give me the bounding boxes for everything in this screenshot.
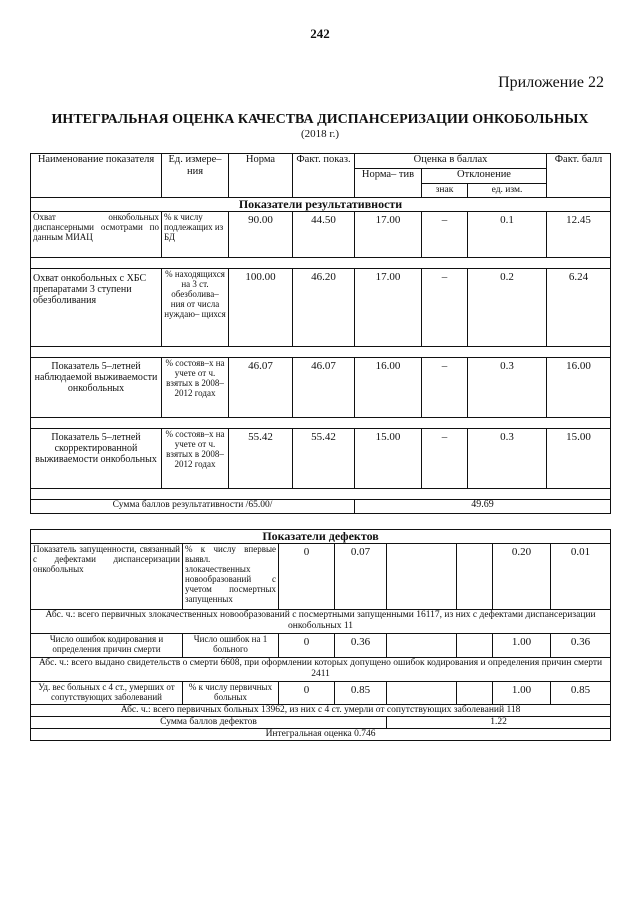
row-norm: 0 <box>279 682 335 705</box>
table-row <box>31 212 611 258</box>
row-units: 0.3 <box>468 358 547 418</box>
row-fact: 0.07 <box>335 544 387 610</box>
row-unit: % состояв–х на учете от ч. взятых в 2008–2012 годах <box>162 429 229 489</box>
row-fact-score: 0.85 <box>551 682 611 705</box>
row-name: Показатель 5–летней скорректированной выживаемости онкобольных <box>31 429 162 489</box>
row-unit: % к числу впервые выявл. злокачественных новообразований с учетом посмертных запущенных <box>183 544 279 610</box>
header-fact-score: Факт. балл <box>547 154 611 198</box>
table-row <box>31 429 611 489</box>
row-fact-score: 0.36 <box>551 634 611 658</box>
row-fact-score: 0.01 <box>551 544 611 610</box>
defects-section-title: Показатели дефектов <box>31 530 611 544</box>
row-unit: % состояв–х на учете от ч. взятых в 2008–2012 годах <box>162 358 229 418</box>
defects-note-2: Абс. ч.: всего выдано свидетельств о смерти 6608, при оформлении которых допущено ошибок кодирования и определения причин смерти 2411 <box>31 658 611 682</box>
header-name: Наименование показателя <box>31 154 162 198</box>
spacer-row <box>31 489 611 500</box>
row-sign: – <box>422 269 468 347</box>
row-units: 1.00 <box>493 682 551 705</box>
row-name: Уд. вес больных с 4 ст., умерших от сопутствующих заболеваний <box>31 682 183 705</box>
row-name: Показатель запущенности, связанный с дефектами диспансеризации онкобольных <box>31 544 183 610</box>
row-norm: 100.00 <box>229 269 293 347</box>
header-unit: Ед. измере– ния <box>162 154 229 198</box>
row-unit: % к числу первичных больных <box>183 682 279 705</box>
table-row <box>31 358 611 418</box>
defects-sum-value: 1.22 <box>387 717 611 729</box>
row-units: 0.1 <box>468 212 547 258</box>
row-score-norm: 17.00 <box>355 212 422 258</box>
row-norm: 0 <box>279 634 335 658</box>
defects-note-3: Абс. ч.: всего первичных больных 13962, из них с 4 ст. умерли от сопутствующих заболеваний 118 <box>31 705 611 717</box>
empty-cell <box>457 682 493 705</box>
spacer-row <box>31 258 611 269</box>
row-name: Охват онкобольных диспансерными осмотрами по данным МИАЦ <box>31 212 162 258</box>
results-table <box>30 153 611 514</box>
row-fact-score: 15.00 <box>547 429 611 489</box>
header-score-group: Оценка в баллах <box>355 154 547 169</box>
document-title: ИНТЕГРАЛЬНАЯ ОЦЕНКА КАЧЕСТВА ДИСПАНСЕРИЗАЦИИ ОНКОБОЛЬНЫХ <box>51 112 589 127</box>
row-name: Охват онкобольных с ХБС препаратами 3 ступени обезболивания <box>31 269 162 347</box>
row-fact: 0.85 <box>335 682 387 705</box>
empty-cell <box>387 634 457 658</box>
row-name: Число ошибок кодирования и определения причин смерти <box>31 634 183 658</box>
header-sign: знак <box>422 184 468 198</box>
row-fact-score: 6.24 <box>547 269 611 347</box>
appendix-label: Приложение 22 <box>498 74 604 91</box>
row-unit: % находящихся на 3 ст. обезболива– ния от числа нуждаю– щихся <box>162 269 229 347</box>
row-name: Показатель 5–летней наблюдаемой выживаемости онкобольных <box>31 358 162 418</box>
document-year: (2018 г.) <box>300 128 340 140</box>
defects-note-1: Абс. ч.: всего первичных злокачественных новообразований с посмертными запущенными 16117, из них с дефектами диспансеризации онкобольных 11 <box>31 610 611 634</box>
row-score-norm: 17.00 <box>355 269 422 347</box>
row-units: 0.2 <box>468 269 547 347</box>
header-score-norm: Норма– тив <box>355 169 422 198</box>
row-sign: – <box>422 358 468 418</box>
empty-cell <box>457 634 493 658</box>
row-units: 0.20 <box>493 544 551 610</box>
defects-sum-label: Сумма баллов дефектов <box>31 717 387 729</box>
header-fact: Факт. показ. <box>293 154 355 198</box>
row-unit: % к числу подлежащих из БД <box>162 212 229 258</box>
row-fact: 44.50 <box>293 212 355 258</box>
header-units: ед. изм. <box>468 184 547 198</box>
table-row <box>31 682 611 705</box>
empty-cell <box>387 544 457 610</box>
spacer-row <box>31 347 611 358</box>
row-score-norm: 15.00 <box>355 429 422 489</box>
results-sum-value: 49.69 <box>355 500 611 514</box>
row-norm: 0 <box>279 544 335 610</box>
header-norm: Норма <box>229 154 293 198</box>
table-row <box>31 269 611 347</box>
row-fact: 55.42 <box>293 429 355 489</box>
row-sign: – <box>422 429 468 489</box>
row-score-norm: 16.00 <box>355 358 422 418</box>
row-norm: 55.42 <box>229 429 293 489</box>
row-units: 0.3 <box>468 429 547 489</box>
row-sign: – <box>422 212 468 258</box>
row-norm: 46.07 <box>229 358 293 418</box>
empty-cell <box>457 544 493 610</box>
defects-sum-row <box>31 717 611 729</box>
results-section-title: Показатели результативности <box>31 198 611 212</box>
spacer-row <box>31 418 611 429</box>
empty-cell <box>387 682 457 705</box>
integral-score: Интегральная оценка 0.746 <box>31 729 611 741</box>
table-row <box>31 544 611 610</box>
row-fact: 46.07 <box>293 358 355 418</box>
header-deviation: Отклонение <box>422 169 547 184</box>
results-sum-label: Сумма баллов результативности /65.00/ <box>31 500 355 514</box>
row-fact-score: 16.00 <box>547 358 611 418</box>
row-fact-score: 12.45 <box>547 212 611 258</box>
table-row <box>31 634 611 658</box>
defects-table <box>30 529 611 741</box>
row-unit: Число ошибок на 1 больного <box>183 634 279 658</box>
row-units: 1.00 <box>493 634 551 658</box>
row-norm: 90.00 <box>229 212 293 258</box>
row-fact: 46.20 <box>293 269 355 347</box>
page-number: 242 <box>310 26 330 41</box>
results-sum-row <box>31 500 611 514</box>
row-fact: 0.36 <box>335 634 387 658</box>
